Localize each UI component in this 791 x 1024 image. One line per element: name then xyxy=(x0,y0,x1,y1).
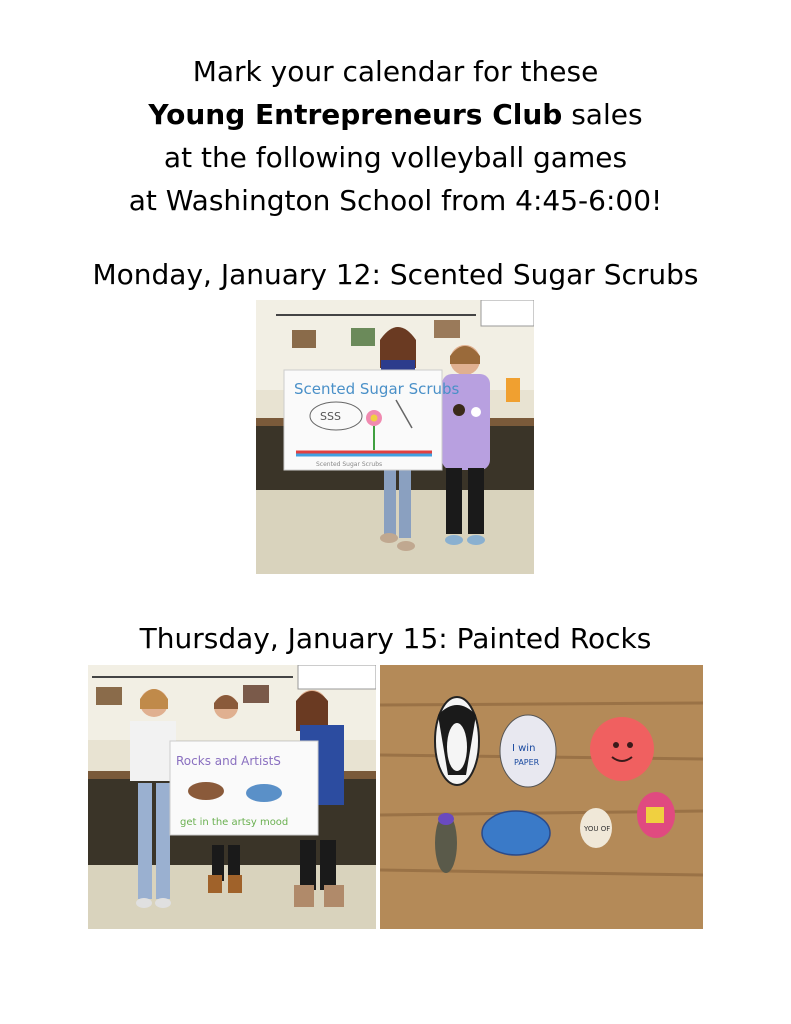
photo-painted-rocks-kids xyxy=(88,665,376,929)
photo-sugar-scrubs xyxy=(256,300,534,574)
intro-line-2 xyxy=(0,93,791,136)
poster-footer-text: Scented Sugar Scrubs xyxy=(316,461,383,468)
photo-painted-rocks xyxy=(380,665,703,929)
poster2-title-text: Rocks and ArtistS xyxy=(176,754,281,768)
rock-text-2: PAPER xyxy=(514,758,540,767)
intro-line-4: at Washington School from 4:45-6:00! xyxy=(128,184,663,217)
poster-sss-text: SSS xyxy=(320,410,341,423)
event-heading-monday: Monday, January 12: Scented Sugar Scrubs xyxy=(92,258,699,291)
intro-text xyxy=(0,50,791,222)
rock-text-1: I win xyxy=(512,743,536,754)
rock-text-3: YOU OF xyxy=(584,825,611,833)
intro-line-1: Mark your calendar for these xyxy=(192,55,599,88)
intro-line-2-rest: sales xyxy=(562,98,643,131)
event-heading-thursday: Thursday, January 15: Painted Rocks xyxy=(139,622,652,655)
club-name: Young Entrepreneurs Club xyxy=(148,98,563,131)
poster-title-text: Scented Sugar Scrubs xyxy=(294,380,460,398)
intro-line-3: at the following volleyball games xyxy=(163,141,628,174)
poster2-sub-text: get in the artsy mood xyxy=(180,817,289,828)
